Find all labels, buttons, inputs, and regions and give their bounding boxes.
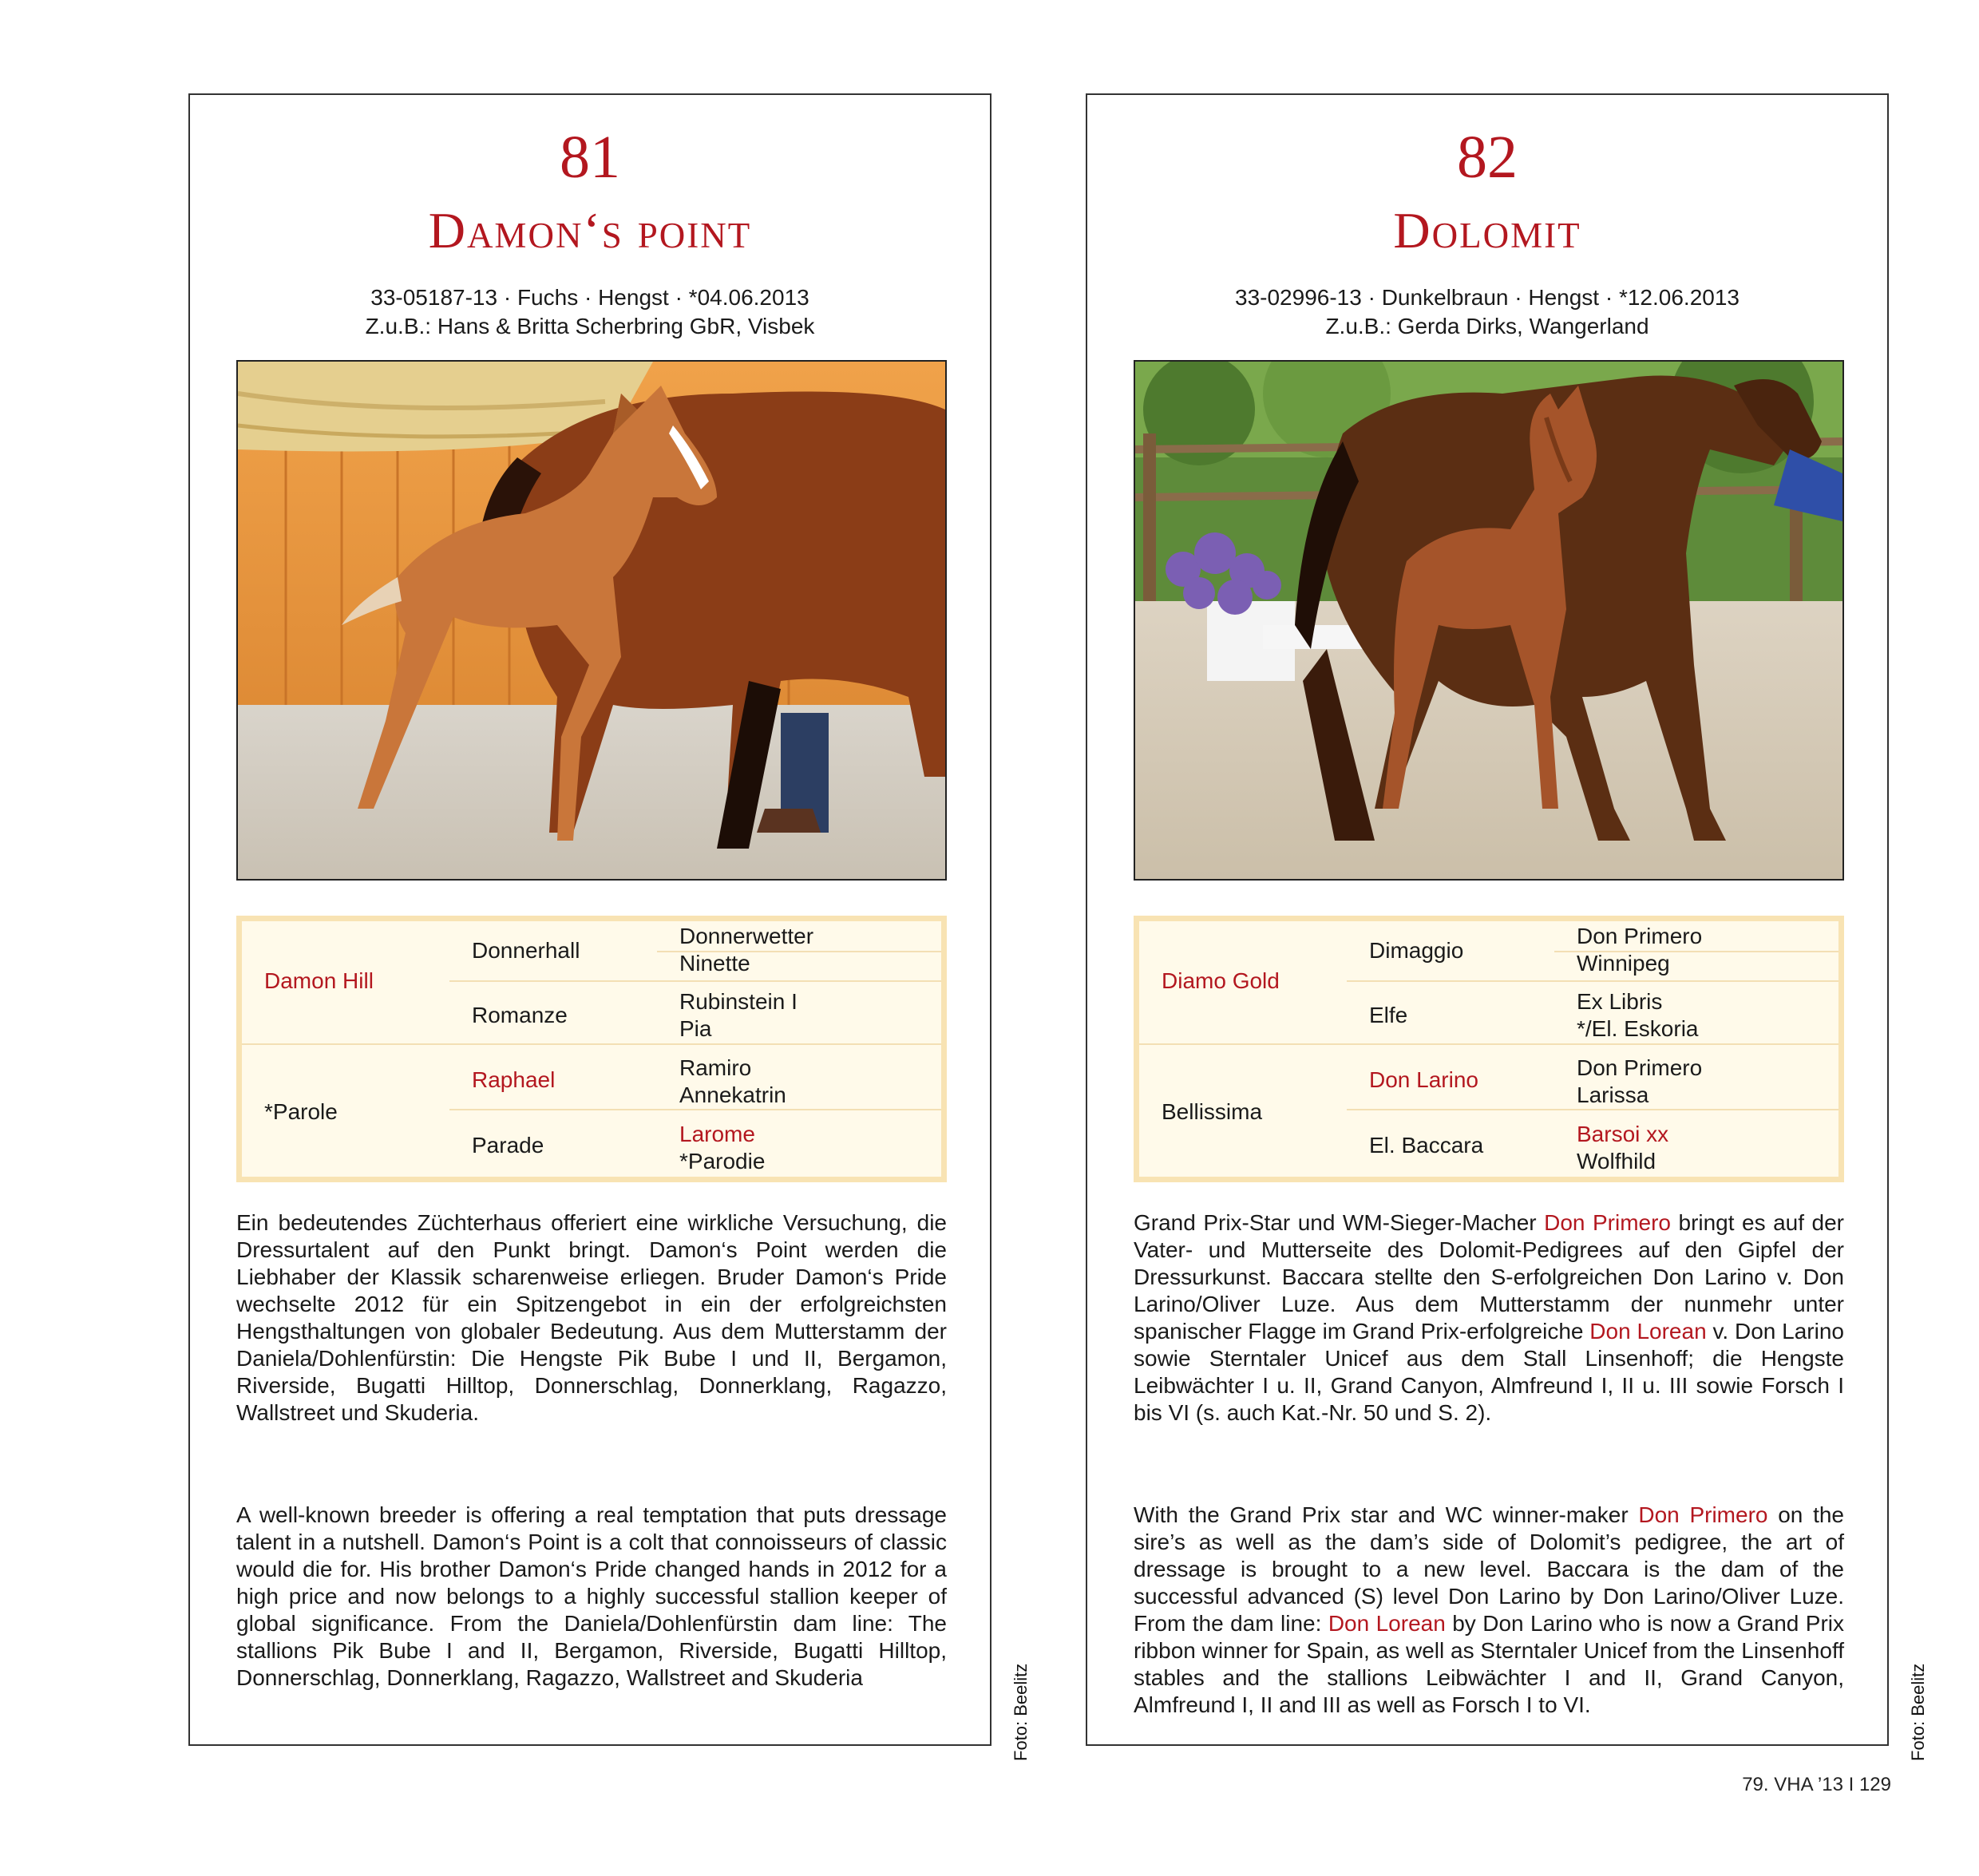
pedigree-dam: Bellissima <box>1162 1099 1263 1124</box>
horse-name: Dolomit <box>1393 202 1581 259</box>
pedigree-ancestor: Don Primero <box>1577 1055 1703 1080</box>
pedigree-ancestor: Ex Libris <box>1577 989 1663 1014</box>
breeder-info-line: Z.u.B.: Gerda Dirks, Wangerland <box>1325 314 1649 338</box>
pedigree-ancestor: Larissa <box>1577 1082 1649 1107</box>
text-run: by Don Larino who is now a Grand Prix ribbon winner for Spain, as well as Sterntaler Unicef from the Linsenhoff stables and the stallions Leibwächter I and II, Grand Canyon, Almfreund I, II and III as well as Forsch I to VI. <box>1134 1611 1844 1717</box>
pedigree-divider <box>1139 1043 1838 1045</box>
description-english <box>1134 1502 1844 1719</box>
pedigree-divider <box>1347 1109 1838 1110</box>
text-run: Ein bedeutendes Züchterhaus offeriert eine wirkliche Versuchung, die Dressurtalent auf den Punkt bringt. Damon‘s Point werden die Liebhaber der Klassik scharenweise erliegen. Bruder Damon‘s Pride wechselte 2012 für ein Spitzengebot in ein der erfolgreichsten Hengsthaltungen von globaler Bedeutung. Aus dem Mutterstamm der Daniela/Dohlenfürstin: Die Hengste Pik Bube I und II, Bergamon, Riverside, Bugatti Hilltop, Donnerschlag, Donnerklang, Ragazzo, Wallstreet und Skuderia. <box>236 1210 947 1425</box>
pedigree-sire: Damon Hill <box>264 968 374 993</box>
text-run: With the Grand Prix star and WC winner-maker <box>1134 1502 1639 1527</box>
pedigree-ancestor: Wolfhild <box>1577 1149 1656 1173</box>
pedigree-ancestor: Winnipeg <box>1577 951 1670 976</box>
breeder-info-line: Z.u.B.: Hans & Britta Scherbring GbR, Visbek <box>365 314 815 338</box>
pedigree-ancestor: Barsoi xx <box>1577 1122 1669 1146</box>
pedigree-sire-sire: Dimaggio <box>1369 938 1464 963</box>
description-german <box>236 1209 947 1427</box>
horse-info-line: 33-05187-13 · Fuchs · Hengst · *04.06.2013 <box>370 285 809 310</box>
pedigree-dam-sire: Raphael <box>472 1067 556 1092</box>
pedigree-ancestor: */El. Eskoria <box>1577 1016 1699 1041</box>
pedigree-divider <box>449 1109 941 1110</box>
photo-credit: Foto: Beelitz <box>1908 1663 1928 1761</box>
pedigree-dam: *Parole <box>264 1099 338 1124</box>
text-run: Grand Prix-Star und WM-Sieger-Macher <box>1134 1210 1545 1235</box>
description-german <box>1134 1209 1844 1427</box>
pedigree-ancestor: Rubinstein I <box>679 989 798 1014</box>
pedigree-ancestor: Donnerwetter <box>679 924 814 948</box>
page-footer: 79. VHA ’13 I 129 <box>1742 1774 1891 1795</box>
pedigree-table <box>1134 916 1844 1182</box>
pedigree-divider <box>242 1043 941 1045</box>
pedigree-dam-sire: Don Larino <box>1369 1067 1478 1092</box>
pedigree-dam-dam: Parade <box>472 1133 544 1158</box>
pedigree-sire-dam: Elfe <box>1369 1003 1408 1027</box>
highlighted-name: Don Lorean <box>1589 1319 1707 1344</box>
highlighted-name: Don Primero <box>1544 1210 1671 1235</box>
horse-photo <box>236 360 947 881</box>
pedigree-ancestor: Pia <box>679 1016 712 1041</box>
lot-number: 82 <box>1457 124 1518 191</box>
pedigree-ancestor: Don Primero <box>1577 924 1703 948</box>
text-run: bringt es auf der Vater- und Mutterseite des Dolomit-Pedigrees auf den Gipfel der Dressurkunst. Baccara stellte den S-erfolgreichen Don Larino v. Don Larino/Oliver Luze. Aus dem Mutterstamm der nunmehr unter spanischer Flagge im Grand Prix-erfolgreiche <box>1134 1210 1844 1344</box>
text-run: v. Don Larino sowie Sterntaler Unicef aus dem Stall Linsenhoff; die Hengste Leibwächter I u. II, Grand Canyon, Almfreund I, II u. III sowie Forsch I bis VI (s. auch Kat.-Nr. 50 und S. 2). <box>1134 1319 1844 1425</box>
lot-number: 81 <box>560 124 620 191</box>
pedigree-ancestor: Ramiro <box>679 1055 752 1080</box>
photo-credit: Foto: Beelitz <box>1011 1663 1031 1761</box>
pedigree-sire-sire: Donnerhall <box>472 938 580 963</box>
text-run: A well-known breeder is offering a real temptation that puts dressage talent in a nutshell. Damon‘s Point is a colt that connoisseurs of classic would die for. His brother Damon‘s Pride changed hands in 2012 for a high price and now belongs to a highly successful stallion keeper of global significance. From the Daniela/Dohlenfürstin dam line: The stallions Pik Bube I and II, Bergamon, Riverside, Bugatti Hilltop, Donnerschlag, Donnerklang, Ragazzo, Wallstreet and Skuderia <box>236 1502 947 1690</box>
highlighted-name: Don Primero <box>1638 1502 1768 1527</box>
horse-info-line: 33-02996-13 · Dunkelbraun · Hengst · *12.06.2013 <box>1235 285 1740 310</box>
horse-name: Damon‘s point <box>428 202 752 259</box>
horse-photo <box>1134 360 1844 881</box>
pedigree-sire: Diamo Gold <box>1162 968 1280 993</box>
text-run: on the sire’s as well as the dam’s side of Dolomit’s pedigree, the art of dressage is brought to a new level. Baccara is the dam of the successful advanced (S) level Don Larino by Don Larino/Oliver Luze. From the dam line: <box>1134 1502 1844 1636</box>
pedigree-dam-dam: El. Baccara <box>1369 1133 1484 1158</box>
pedigree-divider <box>449 980 941 982</box>
lot-card-81 <box>188 93 991 1746</box>
pedigree-ancestor: Ninette <box>679 951 750 976</box>
pedigree-sire-dam: Romanze <box>472 1003 568 1027</box>
highlighted-name: Don Lorean <box>1328 1611 1446 1636</box>
description-english <box>236 1502 947 1692</box>
pedigree-ancestor: Larome <box>679 1122 755 1146</box>
pedigree-ancestor: *Parodie <box>679 1149 766 1173</box>
lot-card-82 <box>1086 93 1889 1746</box>
pedigree-table <box>236 916 947 1182</box>
pedigree-ancestor: Annekatrin <box>679 1082 786 1107</box>
pedigree-divider <box>1347 980 1838 982</box>
